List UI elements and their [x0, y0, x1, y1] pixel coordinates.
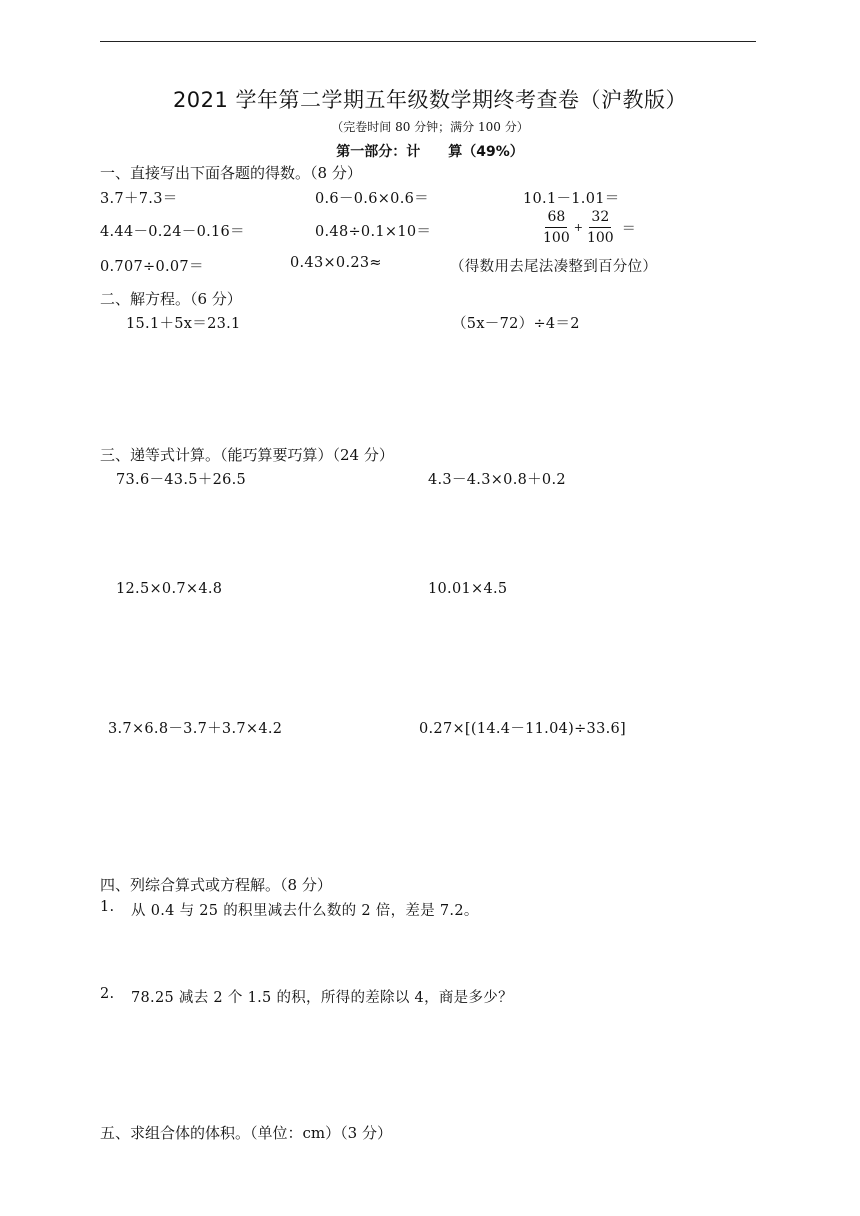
word-problem-1-number: 1. [100, 899, 115, 915]
fraction-a-denominator: 100 [543, 230, 570, 246]
section1-item-1: 3.7＋7.3＝ [100, 191, 178, 207]
calc-item-2: 4.3－4.3×0.8＋0.2 [428, 472, 566, 488]
fraction-b-denominator: 100 [586, 230, 614, 246]
section1-note: （得数用去尾法凑整到百分位） [450, 259, 658, 275]
fraction-b [585, 208, 616, 247]
equation-2: （5x－72）÷4＝2 [452, 316, 580, 332]
exam-subtitle: （完卷时间 80 分钟；满分 100 分） [331, 120, 529, 134]
section4-heading: 四、列综合算式或方程解。（8 分） [100, 876, 332, 894]
section1-item-7: 0.43×0.23≈ [290, 255, 382, 271]
fraction-equals: ＝ [621, 220, 636, 237]
word-problem-2-number: 2. [100, 986, 115, 1002]
part-title: 第一部分：计 算（49%） [336, 144, 524, 160]
fraction-a [541, 208, 572, 247]
calc-item-6: 0.27×[(14.4－11.04)÷33.6] [419, 721, 626, 737]
fraction-plus: + [573, 221, 583, 234]
section1-item-2: 0.6－0.6×0.6＝ [315, 191, 429, 207]
calc-item-3: 12.5×0.7×4.8 [116, 581, 223, 597]
section3-heading: 三、递等式计算。（能巧算要巧算）（24 分） [100, 446, 394, 464]
word-problem-1-text: 从 0.4 与 25 的积里减去什么数的 2 倍，差是 7.2。 [131, 903, 479, 919]
section1-heading: 一、直接写出下面各题的得数。（8 分） [100, 164, 362, 182]
section2-heading: 二、解方程。（6 分） [100, 290, 242, 308]
section1-item-5: 0.48÷0.1×10＝ [315, 224, 432, 240]
calc-item-1: 73.6－43.5＋26.5 [116, 472, 247, 488]
word-problem-2-text: 78.25 减去 2 个 1.5 的积，所得的差除以 4，商是多少？ [131, 990, 513, 1006]
section1-item-3: 10.1－1.01＝ [523, 191, 620, 207]
exam-title: 2021 学年第二学期五年级数学期终考查卷（沪教版） [172, 88, 688, 112]
section1-item-4: 4.44－0.24－0.16＝ [100, 224, 245, 240]
equation-1: 15.1＋5x＝23.1 [126, 316, 241, 332]
fraction-b-numerator: 32 [589, 208, 611, 228]
section1-item-6: 0.707÷0.07＝ [100, 259, 204, 275]
header-rule [100, 41, 756, 42]
section5-heading: 五、求组合体的体积。（单位：cm）（3 分） [100, 1124, 392, 1142]
fraction-a-numerator: 68 [545, 208, 567, 228]
fraction-expression [541, 208, 636, 247]
calc-item-4: 10.01×4.5 [428, 581, 508, 597]
calc-item-5: 3.7×6.8－3.7＋3.7×4.2 [108, 721, 283, 737]
